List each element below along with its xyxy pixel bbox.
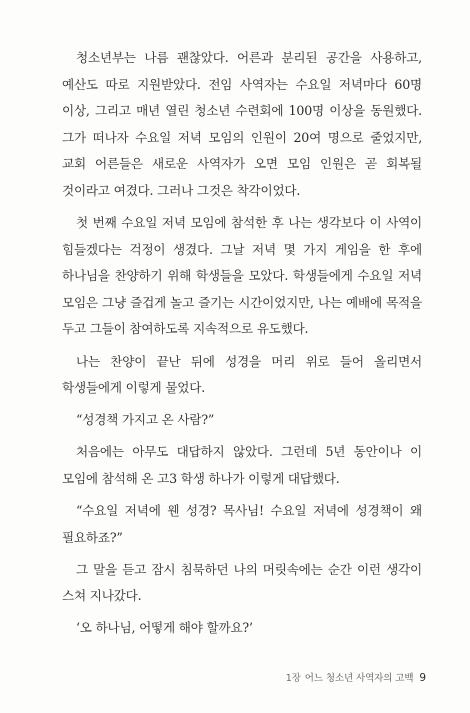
chapter-label: 1장: [285, 673, 301, 684]
paragraph-1: 청소년부는 나름 괜찮았다. 어른과 분리된 공간을 사용하고, 예산도 따로 지원받았다. 전임 사역자는 수요일 저녁마다 60명 이상, 그리고 매년 열린 청소년 수련회에 100명 이상을 동원했다. 그가 떠나자 수요일 저녁 모임의 인원이 20여 명으로 줄었지만, 교회 어른들은 새로운 사역자가 오면 모임 인원은 곧 회복될 것이라고 여겼다. 그러나 그것은 착각이었다.: [62, 50, 422, 198]
paragraph-2: 첫 번째 수요일 저녁 모임에 참석한 후 나는 생각보다 이 사역이 힘들겠다는 걱정이 생겼다. 그날 저녁 몇 가지 게임을 한 후에 하나님을 찬양하기 위해 학생들을 모았다. 학생들에게 수요일 저녁 모임은 그냥 즐겁게 놀고 즐기는 시간이었지만, 나는 예배에 목적을 두고 그들이 참여하도록 지속적으로 유도했다.: [62, 215, 422, 337]
quote-bible-question: “성경책 가지고 온 사람?”: [76, 412, 215, 428]
chapter-title: 어느 청소년 사역자의 고백: [304, 673, 414, 684]
body-text: [62, 45, 422, 647]
quote-student-reply: “수요일 저녁에 웬 성경? 목사님! 수요일 저녁에 성경책이 왜 필요하죠?”: [62, 503, 422, 545]
paragraph-3: 나는 찬양이 끝난 뒤에 성경을 머리 위로 들어 올리면서 학생들에게 이렇게 물었다.: [62, 353, 422, 396]
running-footer: [286, 670, 426, 684]
paragraph-5: 그 말을 듣고 잠시 침묵하던 나의 머릿속에는 순간 이런 생각이 스쳐 지나갔다.: [62, 561, 422, 604]
paragraph-4: 처음에는 아무도 대답하지 않았다. 그런데 5년 동안이나 이 모임에 참석해 온 고3 학생 하나가 이렇게 대답했다.: [62, 444, 422, 486]
page-number: 9: [419, 672, 426, 684]
quote-prayer: ‘오 하나님, 어떻게 해야 할까요?’: [76, 620, 253, 636]
